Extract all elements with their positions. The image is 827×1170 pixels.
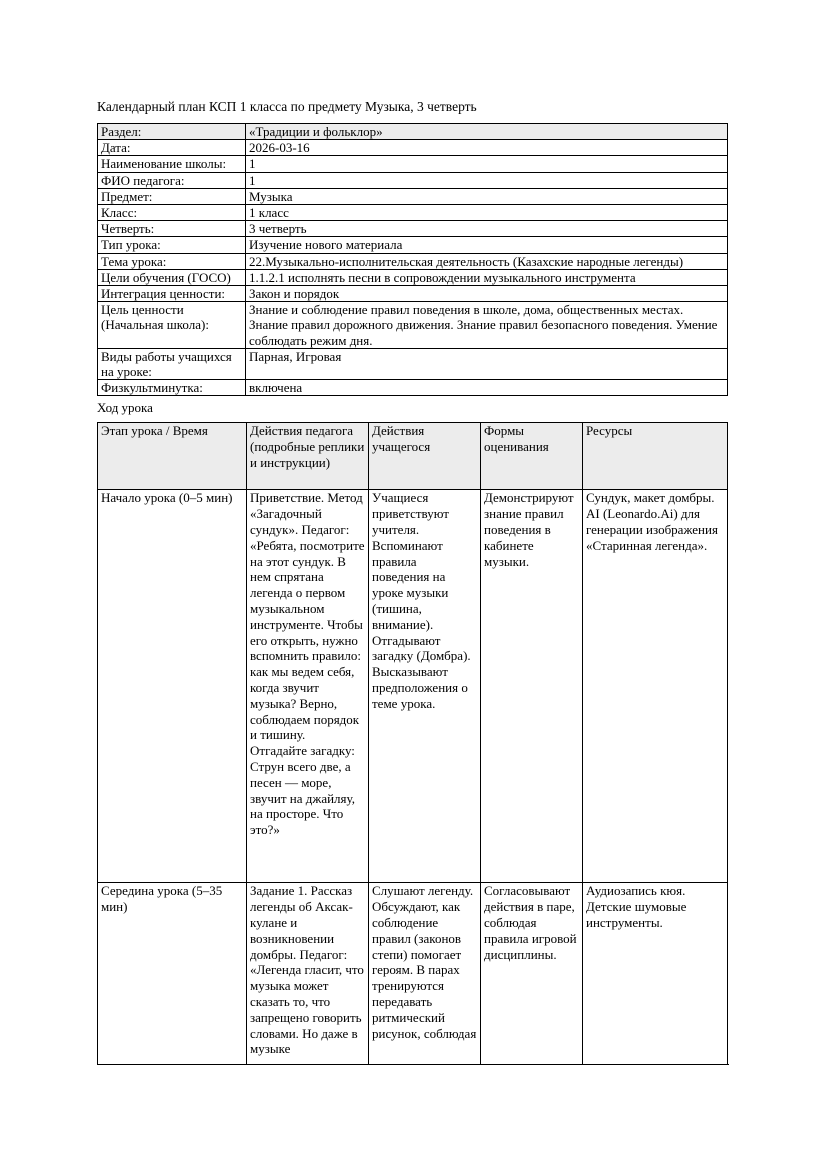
table-row xyxy=(98,156,728,172)
flow-assessment-cell: Демонстрируют знание правил поведения в кабинете музыки. xyxy=(481,490,583,883)
table-row xyxy=(98,253,728,269)
flow-resources-cell: Сундук, макет домбры. AI (Leonardo.Ai) для генерации изображения «Старинная легенда». xyxy=(583,490,728,883)
info-label-cell: Класс: xyxy=(98,205,246,221)
info-label-cell: Интеграция ценности: xyxy=(98,286,246,302)
document-title: Календарный план КСП 1 класса по предмету Музыка, 3 четверть xyxy=(97,99,477,114)
flow-assessment-cell: Согласовывают действия в паре, соблюдая правила игровой дисциплины. xyxy=(481,883,583,1065)
info-label-cell: Физкультминутка: xyxy=(98,380,246,396)
info-value-cell: Закон и порядок xyxy=(246,286,728,302)
table-row xyxy=(98,237,728,253)
info-value-cell: включена xyxy=(246,380,728,396)
info-value-cell: Знание и соблюдение правил поведения в школе, дома, общественных местах. Знание правил дорожного движения. Знание правил безопасного поведения. Умение соблюдать режим дня. xyxy=(246,302,728,349)
flow-student-cell: Учащиеся приветствуют учителя. Вспоминают правила поведения на уроке музыки (тишина, внимание). Отгадывают загадку (Домбра). Высказывают предположения о теме урока. xyxy=(369,490,481,883)
info-label-cell: Тип урока: xyxy=(98,237,246,253)
info-label-cell: Цели обучения (ГОСО) xyxy=(98,269,246,285)
info-label-cell: Цель ценности (Начальная школа): xyxy=(98,302,246,349)
info-value-cell: 3 четверть xyxy=(246,221,728,237)
info-label-cell: ФИО педагога: xyxy=(98,172,246,188)
info-value-cell: 22.Музыкально-исполнительская деятельность (Казахские народные легенды) xyxy=(246,253,728,269)
info-value-cell: Парная, Игровая xyxy=(246,348,728,379)
info-value-cell: 1 xyxy=(246,172,728,188)
info-value-cell: 1.1.2.1 исполнять песни в сопровождении музыкального инструмента xyxy=(246,269,728,285)
flow-header-assessment: Формы оценивания xyxy=(481,423,583,490)
flow-stage-cell: Начало урока (0–5 мин) xyxy=(98,490,247,883)
table-row xyxy=(98,302,728,349)
info-label-cell: Четверть: xyxy=(98,221,246,237)
table-header-row xyxy=(98,423,728,490)
info-label-cell: Тема урока: xyxy=(98,253,246,269)
flow-header-stage: Этап урока / Время xyxy=(98,423,247,490)
table-row xyxy=(98,380,728,396)
lesson-flow-table xyxy=(97,422,728,1065)
lesson-info-table xyxy=(97,123,728,396)
table-row xyxy=(98,188,728,204)
table-row xyxy=(98,883,728,1065)
flow-teacher-cell: Задание 1. Рассказ легенды об Аксак-кулане и возникновении домбры. Педагог: «Легенда гласит, что музыка может сказать то, что запрещено говорить словами. Но даже в музыке xyxy=(247,883,369,1065)
table-row xyxy=(98,490,728,883)
table-row xyxy=(98,124,728,140)
flow-student-cell: Слушают легенду. Обсуждают, как соблюдение правил (законов степи) помогает героям. В парах тренируются передавать ритмический рисунок, соблюдая xyxy=(369,883,481,1065)
lesson-flow-heading: Ход урока xyxy=(97,400,153,416)
table-row xyxy=(98,286,728,302)
flow-header-resources: Ресурсы xyxy=(583,423,728,490)
info-label-cell: Раздел: xyxy=(98,124,246,140)
table-row xyxy=(98,172,728,188)
table-row xyxy=(98,269,728,285)
info-label-cell: Дата: xyxy=(98,140,246,156)
flow-resources-cell: Аудиозапись кюя. Детские шумовые инструменты. xyxy=(583,883,728,1065)
flow-stage-cell: Середина урока (5–35 мин) xyxy=(98,883,247,1065)
table-row xyxy=(98,140,728,156)
flow-teacher-cell: Приветствие. Метод «Загадочный сундук». Педагог: «Ребята, посмотрите на этот сундук. В нем спрятана легенда о первом музыкальном инструменте. Чтобы его открыть, нужно вспомнить правило: как мы ведем себя, когда звучит музыка? Верно, соблюдаем порядок и тишину. Отгадайте загадку: Струн всего две, а песен — море, звучит на джайляу, на просторе. Что это?» xyxy=(247,490,369,883)
info-value-cell: Музыка xyxy=(246,188,728,204)
info-value-cell: «Традиции и фольклор» xyxy=(246,124,728,140)
table-row xyxy=(98,205,728,221)
info-label-cell: Предмет: xyxy=(98,188,246,204)
info-value-cell: 1 xyxy=(246,156,728,172)
flow-header-teacher: Действия педагога (подробные реплики и инструкции) xyxy=(247,423,369,490)
info-value-cell: 2026-03-16 xyxy=(246,140,728,156)
info-label-cell: Виды работы учащихся на уроке: xyxy=(98,348,246,379)
flow-header-student: Действия учащегося xyxy=(369,423,481,490)
info-value-cell: Изучение нового материала xyxy=(246,237,728,253)
info-label-cell: Наименование школы: xyxy=(98,156,246,172)
table-row xyxy=(98,348,728,379)
table-row xyxy=(98,221,728,237)
lesson-flow-table-clip xyxy=(97,422,729,1065)
info-value-cell: 1 класс xyxy=(246,205,728,221)
